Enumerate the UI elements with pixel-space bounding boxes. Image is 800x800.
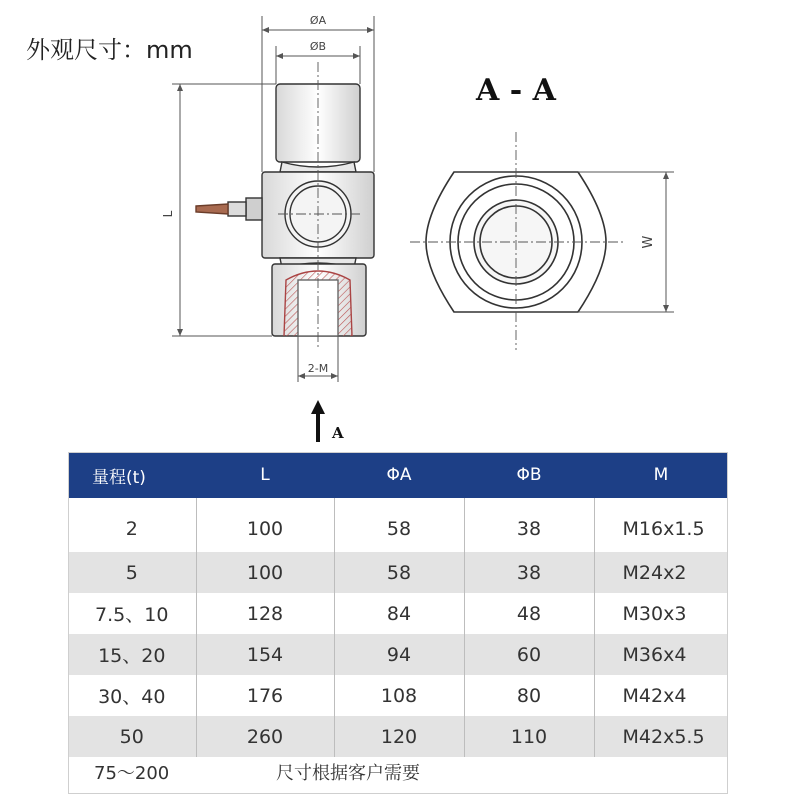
cell-l: 100 [196,552,334,593]
header-phi-b: ΦB [464,452,594,498]
cell-phi-b: 38 [464,498,594,552]
dim-b-label: ØB [309,40,327,53]
cell-phi-a: 108 [334,675,464,716]
cell-range: 30、40 [68,675,196,716]
header-m: M [594,452,728,498]
cell-range: 15、20 [68,634,196,675]
table-row [68,498,728,552]
dim-l-label: L [161,210,175,218]
table-row [68,552,728,593]
table-row [68,634,728,675]
cell-l: 176 [196,675,334,716]
dim-a-label: ØA [309,14,327,27]
table-row [68,675,728,716]
cell-l: 128 [196,593,334,634]
cable-gland [246,198,262,220]
footer-range: 75～200 [68,757,196,787]
cell-range: 5 [68,552,196,593]
cell-m: M16x1.5 [594,498,728,552]
cell-m: M24x2 [594,552,728,593]
cell-l: 100 [196,498,334,552]
view-arrow-label: A [332,424,344,442]
table-footer-row [68,757,728,787]
table-header-row [68,452,728,498]
cell-m: M36x4 [594,634,728,675]
cell-m: M42x5.5 [594,716,728,757]
view-arrow [311,400,325,442]
header-range: 量程(t) [68,452,196,498]
cell-phi-b: 48 [464,593,594,634]
cell-phi-b: 80 [464,675,594,716]
cell-phi-b: 110 [464,716,594,757]
cell-phi-a: 58 [334,498,464,552]
cell-range: 7.5、10 [68,593,196,634]
dim-m-label: 2-M [307,362,329,375]
cell-l: 154 [196,634,334,675]
cell-m: M42x4 [594,675,728,716]
table-row [68,593,728,634]
cell-phi-a: 120 [334,716,464,757]
cell-phi-a: 94 [334,634,464,675]
unit-note: 外观尺寸：mm [26,36,193,64]
footer-note: 尺寸根据客户需要 [196,757,728,787]
table-row [68,716,728,757]
header-phi-a: ΦA [334,452,464,498]
section-title: A - A [476,73,556,108]
up-arrow-icon [311,400,325,442]
spec-table [68,452,728,787]
cell-phi-b: 60 [464,634,594,675]
cell-phi-b: 38 [464,552,594,593]
cell-phi-a: 58 [334,552,464,593]
cell-m: M30x3 [594,593,728,634]
cell-range: 2 [68,498,196,552]
cell-range: 50 [68,716,196,757]
cell-phi-a: 84 [334,593,464,634]
cell-l: 260 [196,716,334,757]
header-l: L [196,452,334,498]
front-view [196,84,374,336]
dim-w-label: W [641,235,656,249]
